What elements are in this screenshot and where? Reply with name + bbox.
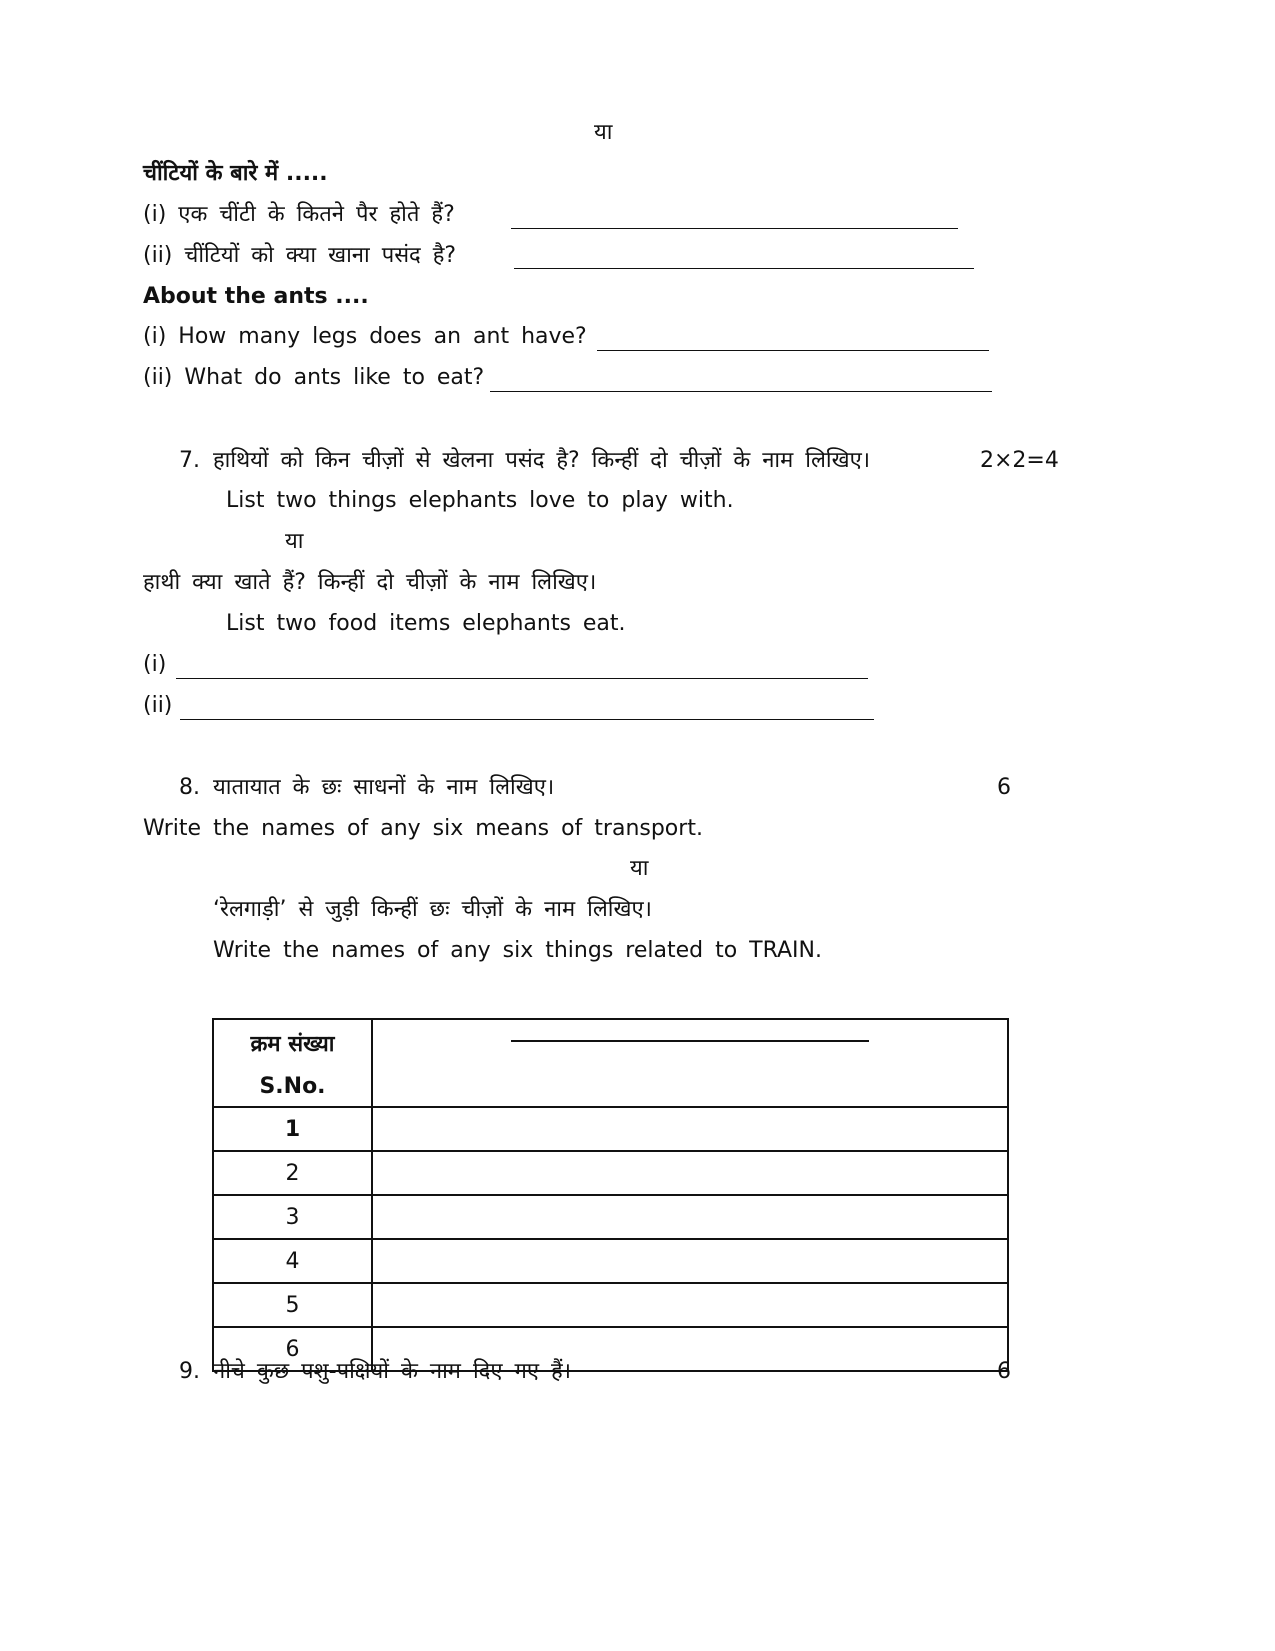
or-divider: या (285, 529, 304, 554)
answer-cell[interactable] (372, 1283, 1008, 1327)
question-8-number: 8. (179, 775, 200, 800)
question-7-english: List two things elephants love to play with. (226, 488, 734, 513)
answer-table (212, 1018, 1009, 1372)
serial-number: 5 (213, 1283, 372, 1327)
header-answer-line (511, 1040, 869, 1042)
or-divider: या (630, 856, 649, 881)
answer-header-cell (372, 1019, 1008, 1107)
question-8-alt-english: Write the names of any six things related to TRAIN. (213, 938, 822, 963)
question-8-hindi: यातायात के छः साधनों के नाम लिखिए। (213, 775, 555, 800)
answer-cell[interactable] (372, 1107, 1008, 1151)
question-8-marks: 6 (997, 775, 1011, 800)
ants-question-1-english: (i) How many legs does an ant have? (143, 324, 587, 349)
serial-number: 2 (213, 1151, 372, 1195)
ants-question-1-hindi: (i) एक चींटी के कितने पैर होते हैं? (143, 202, 455, 227)
question-7-hindi: हाथियों को किन चीज़ों से खेलना पसंद है? किन्हीं दो चीज़ों के नाम लिखिए। (213, 448, 871, 473)
question-9-marks: 6 (997, 1359, 1011, 1384)
ants-question-2-hindi: (ii) चींटियों को क्या खाना पसंद है? (143, 243, 457, 268)
answer-label: (ii) (143, 693, 173, 718)
serial-header-hindi: क्रम संख्या (250, 1031, 335, 1057)
question-7-alt-english: List two food items elephants eat. (226, 611, 626, 636)
or-divider: या (594, 120, 613, 145)
serial-number: 4 (213, 1239, 372, 1283)
answer-cell[interactable] (372, 1239, 1008, 1283)
question-9-hindi: नीचे कुछ पशु-पक्षियों के नाम दिए गए हैं। (213, 1359, 572, 1384)
question-8-alt-hindi: ‘रेलगाड़ी’ से जुड़ी किन्हीं छः चीज़ों के नाम लिखिए। (213, 897, 652, 922)
answer-cell[interactable] (372, 1151, 1008, 1195)
answer-line[interactable] (511, 228, 958, 229)
ants-question-2-english: (ii) What do ants like to eat? (143, 365, 485, 390)
serial-header-english: S.No. (259, 1073, 326, 1099)
ants-heading-english: About the ants .... (143, 284, 369, 309)
serial-number: 6 (213, 1327, 372, 1371)
question-7-alt-hindi: हाथी क्या खाते हैं? किन्हीं दो चीज़ों के नाम लिखिए। (143, 570, 597, 595)
answer-label: (i) (143, 652, 167, 677)
serial-header-cell (213, 1019, 372, 1107)
answer-line[interactable] (597, 350, 989, 351)
serial-number: 1 (213, 1107, 372, 1151)
question-9-number: 9. (179, 1359, 200, 1384)
answer-line[interactable] (514, 268, 974, 269)
question-8-english: Write the names of any six means of transport. (143, 816, 703, 841)
answer-cell[interactable] (372, 1195, 1008, 1239)
ants-heading-hindi: चींटियों के बारे में ..... (143, 161, 328, 186)
question-7-marks: 2×2=4 (980, 448, 1059, 473)
answer-line[interactable] (180, 719, 874, 720)
serial-number: 3 (213, 1195, 372, 1239)
answer-line[interactable] (176, 678, 868, 679)
question-7-number: 7. (179, 448, 200, 473)
answer-line[interactable] (490, 391, 992, 392)
